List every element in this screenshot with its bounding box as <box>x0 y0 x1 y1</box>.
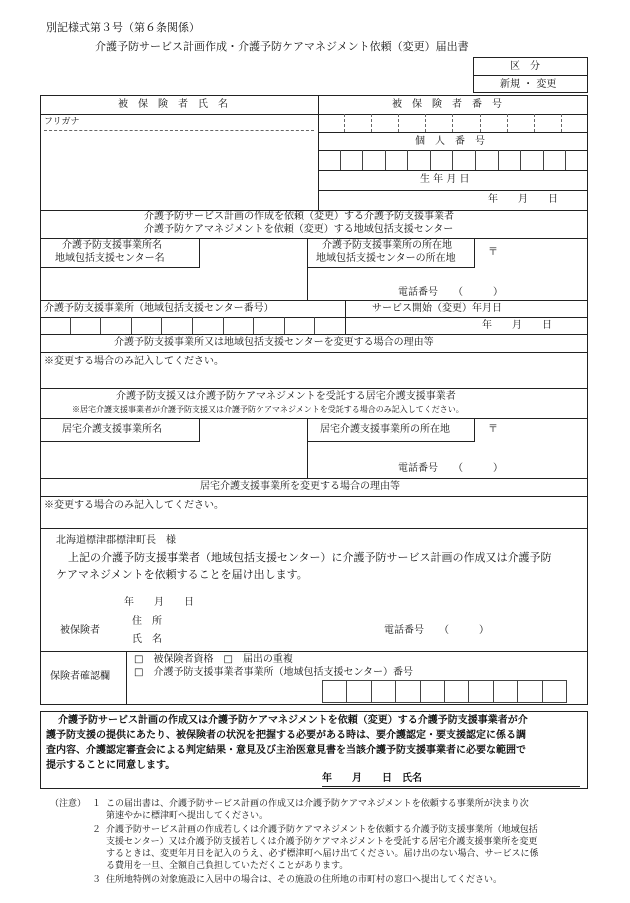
confirmation-check-1[interactable]: □ 被保険者資格 □ 届出の重複 <box>134 654 293 665</box>
support-name-label-1: 介護予防支援事業所名 <box>62 240 162 251</box>
confirmation-check-2[interactable]: □ 介護予防支援事業者事業所（地域包括支援センター）番号 <box>134 667 414 678</box>
care-change-reason-field[interactable] <box>44 514 584 528</box>
consent-line-4: 提示することに同意します。 <box>46 760 176 771</box>
furigana-line <box>44 130 314 131</box>
support-number-label: 介護予防支援事業所（地域包括支援センター番号） <box>44 303 274 314</box>
insured-name-header: 被 保 険 者 氏 名 <box>118 99 228 110</box>
consent-line-3: 査内容、介護認定審査会による判定結果・意見及び主治医意見書を当該介護予防支援事業者に必要な範囲で <box>46 745 526 756</box>
care-note: ※居宅介護支援事業者が介護予防支援又は介護予防ケアマネジメントを受託する場合のみ記入してください。 <box>72 405 464 414</box>
note-1-line-b: 第速やかに標津町へ提出してください。 <box>106 811 269 821</box>
support-phone[interactable]: 電話番号 （ ） <box>398 287 503 298</box>
furigana-label: フリガナ <box>44 117 80 127</box>
declaration-body-2: ケアマネジメントを依頼することを届け出します。 <box>56 568 308 581</box>
personal-number-cells[interactable] <box>318 150 588 170</box>
support-header-2: 介護予防ケアマネジメントを依頼（変更）する地域包括支援センター <box>144 224 454 235</box>
note-2-line-b: 支援センター）又は介護予防支援若しくは介護予防ケアマネジメントを受託する居宅介護支援事業所を変更 <box>106 837 538 847</box>
addressee: 北海道標津郡標津町長 様 <box>56 535 176 546</box>
declaration-body-1: 上記の介護予防支援事業者（地域包括支援センター）に介護予防サービス計画の作成又は介護予防 <box>68 551 552 564</box>
note-2-number: ２ <box>92 825 102 835</box>
declaration-phone[interactable]: 電話番号 （ ） <box>384 625 489 636</box>
insured-label: 被保険者 <box>60 625 100 636</box>
support-address-label-2: 地域包括支援センターの所在地 <box>316 253 456 264</box>
care-change-reason-header: 居宅介護支援事業所を変更する場合の理由等 <box>200 481 400 492</box>
birth-date-label: 生 年 月 日 <box>420 174 470 185</box>
care-address-field[interactable] <box>312 444 582 460</box>
insured-number-header: 被 保 険 者 番 号 <box>392 99 502 110</box>
care-phone[interactable]: 電話番号 （ ） <box>398 463 503 474</box>
support-number-cells[interactable] <box>40 317 345 334</box>
form-number: 別記様式第３号（第６条関係） <box>46 21 200 34</box>
note-1-line-a: この届出書は、介護予防サービス計画の作成又は介護予防ケアマネジメントを依頼する事業所が決まり次 <box>106 799 529 809</box>
care-header: 介護予防支援又は介護予防ケアマネジメントを受託する居宅介護支援事業者 <box>116 391 456 402</box>
service-start-date[interactable]: 年 月 日 <box>482 320 552 331</box>
support-change-reason-field[interactable] <box>44 370 584 388</box>
support-name-field[interactable] <box>44 270 302 298</box>
personal-number-label: 個 人 番 号 <box>415 136 485 147</box>
birth-date-field[interactable]: 年 月 日 <box>488 194 558 205</box>
form-title: 介護予防サービス計画作成・介護予防ケアマネジメント依頼（変更）届出書 <box>95 40 469 53</box>
service-start-label: サービス開始（変更）年月日 <box>372 303 502 314</box>
care-name-field[interactable] <box>44 444 302 476</box>
note-3-line-a: 住所地特例の対象施設に入居中の場合は、その施設の住所地の市町村の窓口へ提出してください。 <box>106 875 503 885</box>
note-3-number: ３ <box>92 875 102 885</box>
support-address-label-1: 介護予防支援事業所の所在地 <box>322 240 452 251</box>
support-change-only-note: ※変更する場合のみ記入してください。 <box>44 356 224 367</box>
note-2-line-d: る費用を一旦、全額自己負担していただくことがあります。 <box>106 861 349 871</box>
care-postal-mark: 〒 <box>488 424 498 435</box>
consent-line-1: 介護予防サービス計画の作成又は介護予防ケアマネジメントを依頼（変更）する介護予防支援事業者が介 <box>58 715 528 726</box>
declaration-address-name-field[interactable] <box>180 614 370 648</box>
care-change-only-note: ※変更する場合のみ記入してください。 <box>44 500 224 511</box>
note-2-line-c: するときは、変更年月日を記入のうえ、必ず標津町へ届け出てください。届け出のない場合、サービスに係 <box>106 849 539 859</box>
insured-name-field[interactable] <box>44 134 314 208</box>
notes-label: （注意） <box>50 799 87 809</box>
insured-number-cells[interactable] <box>318 114 588 132</box>
support-name-label-2: 地域包括支援センター名 <box>55 253 165 264</box>
category-label: 区 分 <box>510 61 540 72</box>
confirmation-label: 保険者確認欄 <box>50 671 110 682</box>
support-change-reason-header: 介護予防支援事業所又は地域包括支援センターを変更する場合の理由等 <box>114 337 434 348</box>
insured-name-label: 氏 名 <box>132 634 162 645</box>
category-value[interactable]: 新規 ・ 変更 <box>500 79 557 90</box>
support-address-field[interactable] <box>312 270 582 286</box>
consent-line-2: 護予防支援の提供にあたり、被保険者の状況を把握する必要がある時は、要介護認定・要支援認定に係る調 <box>46 730 526 741</box>
consent-signature[interactable]: 年 月 日 氏名 <box>322 773 422 784</box>
care-name-label: 居宅介護支援事業所名 <box>62 424 162 435</box>
support-header-1: 介護予防サービス計画の作成を依頼（変更）する介護予防支援事業者 <box>144 211 454 222</box>
confirmation-number-cells[interactable] <box>322 680 567 703</box>
note-2-line-a: 介護予防サービス計画の作成若しくは介護予防ケアマネジメントを依頼する介護予防支援事業所（地域包括 <box>106 825 538 835</box>
care-address-label: 居宅介護支援事業所の所在地 <box>320 424 450 435</box>
declaration-date[interactable]: 年 月 日 <box>124 597 194 608</box>
note-1-number: １ <box>92 799 102 809</box>
insured-address-label: 住 所 <box>132 616 162 627</box>
support-postal-mark: 〒 <box>488 247 498 258</box>
